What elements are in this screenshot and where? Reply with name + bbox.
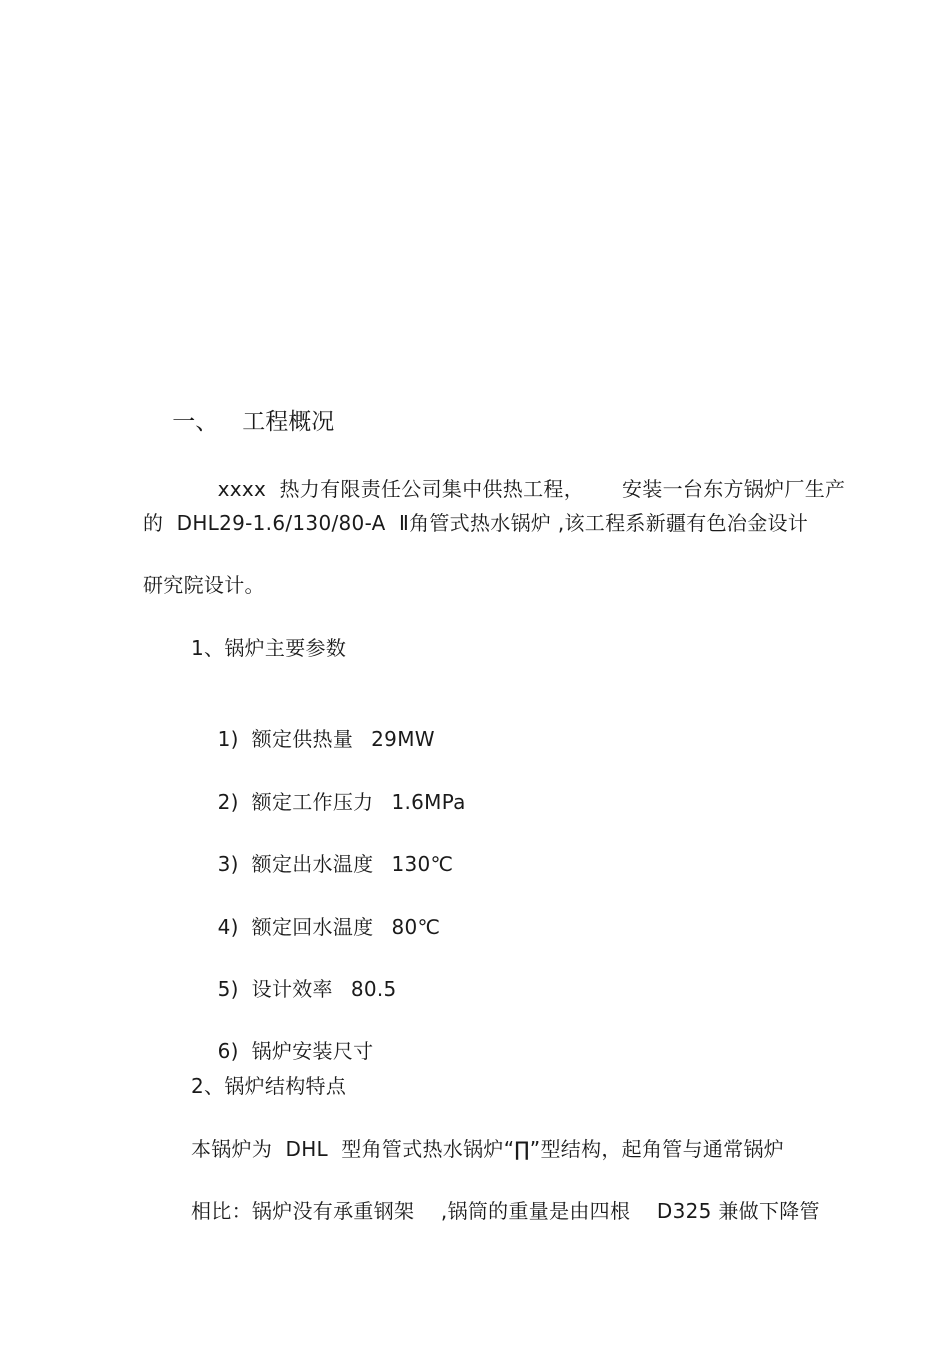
param-value: 80.5 — [350, 977, 397, 1001]
subsection-heading-1: 1、锅炉主要参数 — [191, 636, 347, 660]
param-label: 6) — [217, 1039, 239, 1063]
param-value: 130℃ — [391, 852, 454, 876]
subsection-heading-2: 2、锅炉结构特点 — [191, 1074, 347, 1098]
param-name: 设计效率 — [251, 977, 333, 1001]
paragraph2-line1: 本锅炉为 DHL 型角管式热水锅炉“∏”型结构，起角管与通常锅炉 — [191, 1137, 785, 1161]
param-name: 额定供热量 — [251, 727, 354, 751]
paragraph2-line2: 相比：锅炉没有承重钢架 ,锅筒的重量是由四根 D325 兼做下降管 — [191, 1199, 820, 1223]
param-name: 额定工作压力 — [251, 790, 374, 814]
paragraph1-line1-part-b: 安装一台东方锅炉厂生产 — [622, 477, 846, 501]
param-name: 额定出水温度 — [251, 852, 374, 876]
param-label: 4) — [217, 915, 239, 939]
param-label: 5) — [217, 977, 239, 1001]
paragraph1-line3: 研究院设计。 — [143, 573, 265, 597]
param-label: 1) — [217, 727, 239, 751]
param-name: 锅炉安装尺寸 — [251, 1039, 374, 1063]
param-value: 1.6MPa — [391, 790, 466, 814]
param-label: 2) — [217, 790, 239, 814]
param-value: 29MW — [371, 727, 435, 751]
paragraph1-line1-part-a: xxxx 热力有限责任公司集中供热工程， — [217, 477, 584, 501]
paragraph1-line2: 的 DHL29-1.6/130/80-A Ⅱ角管式热水锅炉 ,该工程系新疆有色冶金设计 — [143, 511, 809, 535]
section-number: 一、 — [172, 409, 219, 435]
param-name: 额定回水温度 — [251, 915, 374, 939]
param-label: 3) — [217, 852, 239, 876]
param-value: 80℃ — [391, 915, 441, 939]
section-title: 工程概况 — [242, 409, 335, 435]
